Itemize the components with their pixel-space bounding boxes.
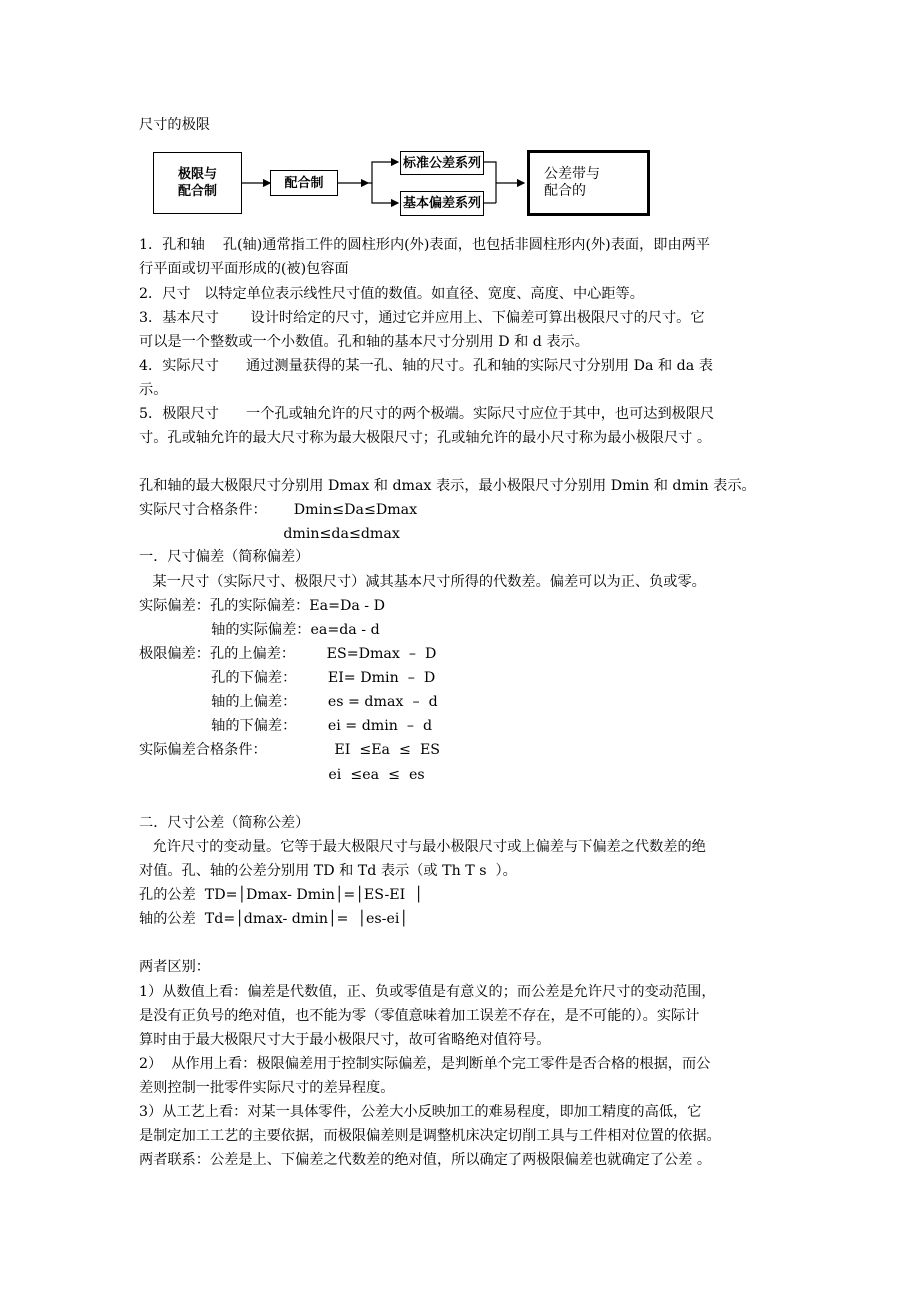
text-line: 轴的上偏差： es = dmax – d (139, 694, 438, 710)
text-line: 孔和轴的最大极限尺寸分别用 Dmax 和 dmax 表示，最小极限尺寸分别用 Dmin 和 dmin 表示。 (139, 478, 756, 494)
flow-diagram (150, 148, 655, 220)
box-limits-fits: 极限与 配合制 (153, 152, 242, 214)
text-line: 实际偏差：孔的实际偏差：Ea=Da - D (139, 598, 385, 614)
box-fit-system: 配合制 (270, 170, 338, 196)
text-line: 1．孔和轴 孔(轴)通常指工件的圆柱形内(外)表面，也包括非圆柱形内(外)表面，即由两平 (139, 237, 711, 253)
text-line: 轴的公差 Td=│dmax- dmin│= │es-ei│ (139, 911, 408, 927)
text-line: 2） 从作用上看：极限偏差用于控制实际偏差，是判断单个完工零件是否合格的根据，而公 (139, 1056, 711, 1072)
box-basic-deviation: 基本偏差系列 (400, 191, 484, 216)
text-line: 算时由于最大极限尺寸大于最小极限尺寸，故可省略绝对值符号。 (139, 1032, 551, 1048)
text-line: 可以是一个整数或一个小数值。孔和轴的基本尺寸分别用 D 和 d 表示。 (139, 334, 589, 350)
arrow-5 (484, 162, 524, 183)
section-heading: 二．尺寸公差（简称公差） (139, 815, 310, 831)
text-line: 寸。孔或轴允许的最大尺寸称为最大极限尺寸；孔或轴允许的最小尺寸称为最小极限尺寸 。 (139, 430, 712, 446)
text-line: 轴的下偏差： ei = dmin – d (139, 718, 433, 734)
text-line: 是没有正负号的绝对值，也不能为零（零值意味着加工误差不存在，是不可能的）。实际计 (139, 1008, 700, 1024)
text-line: 1）从数值上看：偏差是代数值，正、负或零值是有意义的；而公差是允许尺寸的变动范围， (139, 984, 716, 1000)
text-line: 示。 (139, 382, 168, 398)
text-line: 5．极限尺寸 一个孔或轴允许的尺寸的两个极端。实际尺寸应位于其中，也可达到极限尺 (139, 406, 715, 422)
text-line: 轴的实际偏差：ea=da - d (139, 622, 380, 638)
section-heading: 一．尺寸偏差（简称偏差） (139, 549, 310, 565)
text-line: 是制定加工工艺的主要依据，而极限偏差则是调整机床决定切削工具与工件相对位置的依据。 (139, 1128, 721, 1144)
section-heading: 两者区别： (139, 959, 210, 975)
text-line: 对值。孔、轴的公差分别用 TD 和 Td 表示（或 Th T s ）。 (139, 863, 517, 879)
text-line: 允许尺寸的变动量。它等于最大极限尺寸与最小极限尺寸或上偏差与下偏差之代数差的绝 (139, 839, 706, 855)
text-line: 行平面或切平面形成的(被)包容面 (139, 261, 349, 277)
arrow-3 (368, 162, 398, 183)
arrow-4 (372, 183, 398, 203)
text-line: 极限偏差：孔的上偏差： ES=Dmax – D (139, 646, 437, 662)
text-line: 某一尺寸（实际尺寸、极限尺寸）减其基本尺寸所得的代数差。偏差可以为正、负或零。 (139, 574, 706, 590)
text-line: 4．实际尺寸 通过测量获得的某一孔、轴的尺寸。孔和轴的实际尺寸分别用 Da 和 da 表 (139, 358, 713, 374)
text-line: dmin≤da≤dmax (139, 526, 400, 542)
text-line: 差则控制一批零件实际尺寸的差异程度。 (139, 1080, 395, 1096)
text-line: 孔的公差 TD=│Dmax- Dmin│=│ES-EI │ (139, 887, 423, 903)
text-line: 孔的下偏差： EI= Dmin – D (139, 670, 436, 686)
box-standard-tolerance: 标准公差系列 (400, 151, 484, 175)
text-line: 实际偏差合格条件： EI ≤Ea ≤ ES (139, 742, 441, 758)
box-tolerance-zone: 公差带与 配合的 (527, 150, 650, 216)
text-line: 3）从工艺上看：对某一具体零件，公差大小反映加工的难易程度，即加工精度的高低，它 (139, 1104, 702, 1120)
text-line: 两者联系：公差是上、下偏差之代数差的绝对值，所以确定了两极限偏差也就确定了公差 。 (139, 1152, 712, 1168)
text-line: 3．基本尺寸 设计时给定的尺寸，通过它并应用上、下偏差可算出极限尺寸的尺寸。它 (139, 310, 705, 326)
document-title: 尺寸的极限 (139, 117, 210, 133)
text-line: ei ≤ea ≤ es (139, 767, 425, 783)
text-line: 2．尺寸 以特定单位表示线性尺寸值的数值。如直径、宽度、高度、中心距等。 (139, 286, 644, 302)
text-line: 实际尺寸合格条件： Dmin≤Da≤Dmax (139, 502, 418, 518)
